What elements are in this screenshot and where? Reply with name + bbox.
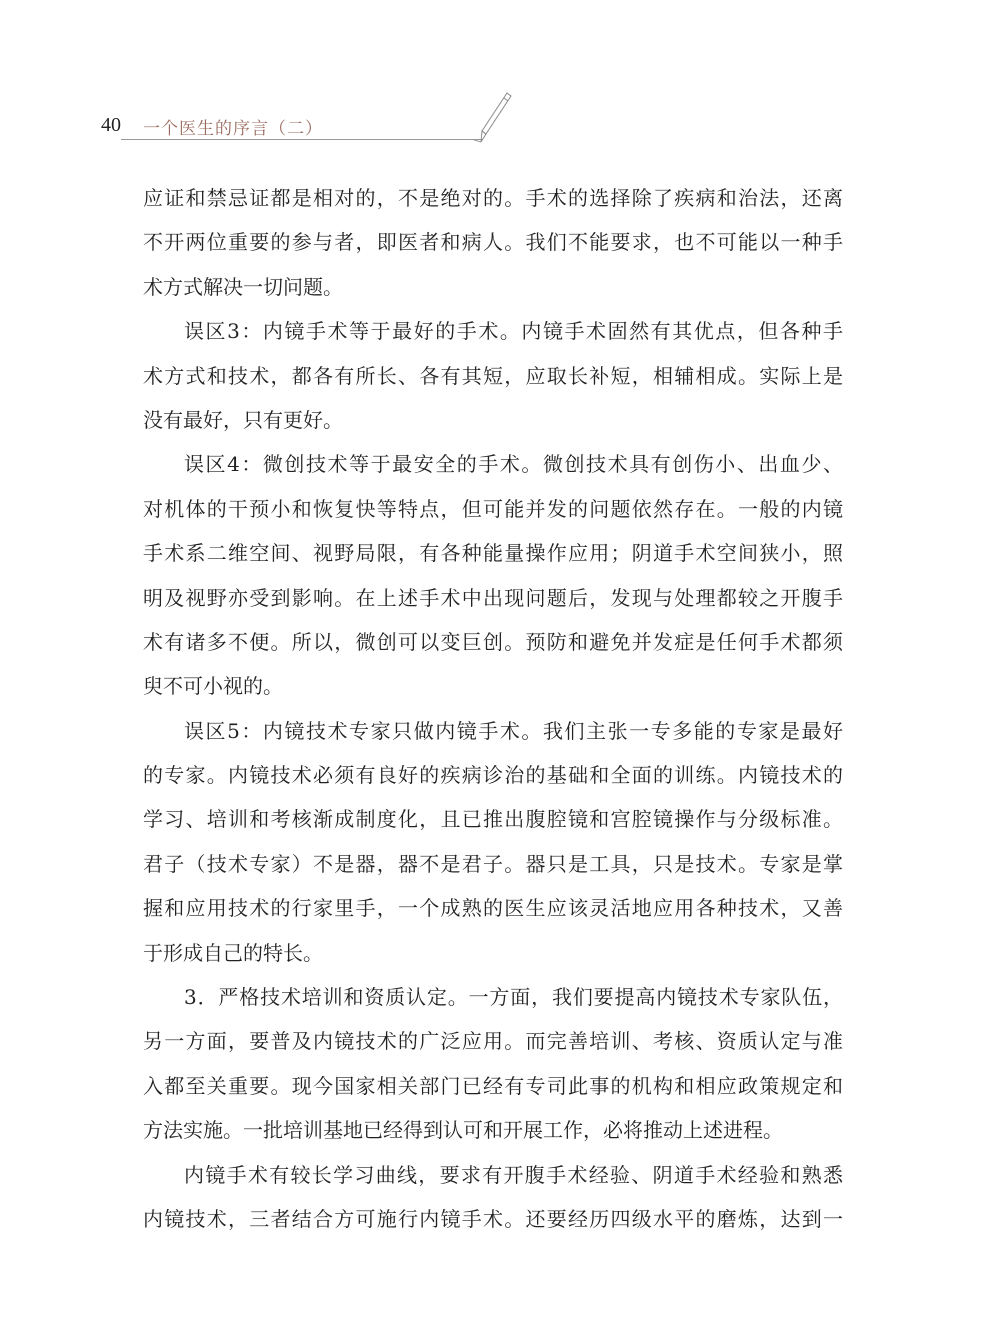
text-line: 术有诸多不便。所以，微创可以变巨创。预防和避免并发症是任何手术都须 bbox=[143, 629, 843, 654]
header-rule bbox=[121, 139, 483, 140]
text-line: 误区4：微创技术等于最安全的手术。微创技术具有创伤小、出血少、 bbox=[184, 452, 843, 477]
pen-icon bbox=[474, 90, 514, 146]
text-line: 应证和禁忌证都是相对的，不是绝对的。手术的选择除了疾病和治法，还离 bbox=[143, 186, 843, 210]
text-line: 另一方面，要普及内镜技术的广泛应用。而完善培训、考核、资质认定与准 bbox=[143, 1029, 843, 1054]
body-text bbox=[143, 176, 843, 1241]
text-line: 对机体的干预小和恢复快等特点，但可能并发的问题依然存在。一般的内镜 bbox=[143, 496, 843, 521]
text-line: 内镜技术，三者结合方可施行内镜手术。还要经历四级水平的磨炼，达到一 bbox=[143, 1206, 843, 1231]
text-line: 方法实施。一批培训基地已经得到认可和开展工作，必将推动上述进程。 bbox=[143, 1118, 783, 1143]
text-line: 内镜手术有较长学习曲线，要求有开腹手术经验、阴道手术经验和熟悉 bbox=[184, 1162, 843, 1187]
running-title: 一个医生的序言（二） bbox=[143, 119, 323, 139]
text-line: 入都至关重要。现今国家相关部门已经有专司此事的机构和相应政策规定和 bbox=[143, 1073, 843, 1098]
text-line: 误区5：内镜技术专家只做内镜手术。我们主张一专多能的专家是最好 bbox=[184, 718, 843, 743]
text-line: 误区3：内镜手术等于最好的手术。内镜手术固然有其优点，但各种手 bbox=[184, 319, 843, 344]
text-line: 君子（技术专家）不是器，器不是君子。器只是工具，只是技术。专家是掌 bbox=[143, 851, 843, 876]
text-line: 术方式解决一切问题。 bbox=[143, 274, 343, 299]
text-line: 手术系二维空间、视野局限，有各种能量操作应用；阴道手术空间狭小，照 bbox=[143, 541, 843, 566]
text-line: 3．严格技术培训和资质认定。一方面，我们要提高内镜技术专家队伍， bbox=[184, 985, 843, 1010]
page-number: 40 bbox=[101, 114, 121, 136]
page-header bbox=[101, 110, 521, 150]
text-line: 于形成自己的特长。 bbox=[143, 940, 323, 965]
text-line: 没有最好，只有更好。 bbox=[143, 407, 343, 432]
text-line: 臾不可小视的。 bbox=[143, 674, 283, 699]
text-line: 握和应用技术的行家里手，一个成熟的医生应该灵活地应用各种技术，又善 bbox=[143, 896, 843, 921]
text-line: 不开两位重要的参与者，即医者和病人。我们不能要求，也不可能以一种手 bbox=[143, 230, 843, 255]
text-line: 的专家。内镜技术必须有良好的疾病诊治的基础和全面的训练。内镜技术的 bbox=[143, 763, 843, 788]
text-line: 学习、培训和考核渐成制度化，且已推出腹腔镜和宫腔镜操作与分级标准。 bbox=[143, 807, 843, 832]
text-line: 术方式和技术，都各有所长、各有其短，应取长补短，相辅相成。实际上是 bbox=[143, 363, 843, 388]
text-line: 明及视野亦受到影响。在上述手术中出现问题后，发现与处理都较之开腹手 bbox=[143, 585, 843, 610]
